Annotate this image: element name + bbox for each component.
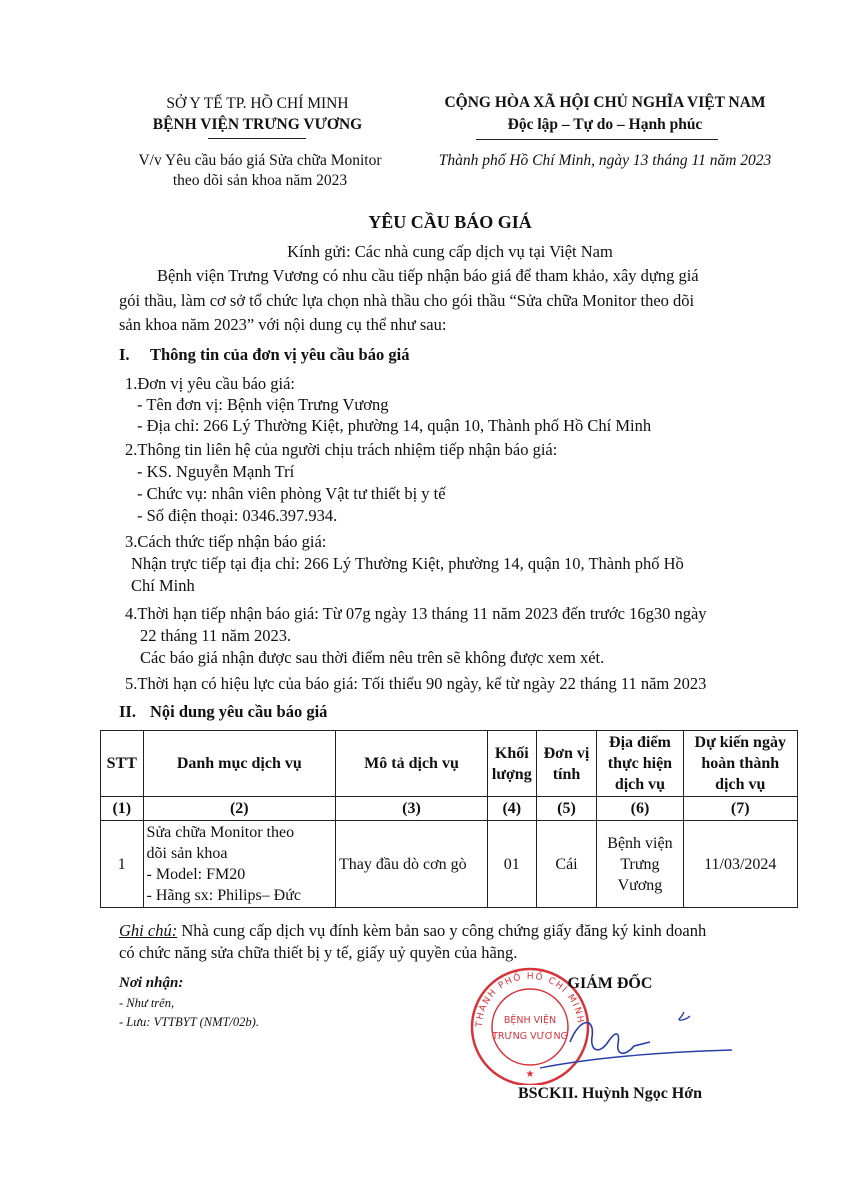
section2-heading: Nội dung yêu cầu báo giá [150, 702, 328, 721]
signer-position: GIÁM ĐỐC [567, 975, 653, 992]
section1-line: - Chức vụ: nhân viên phòng Vật tư thiết bị y tế [137, 484, 446, 503]
nation-underline [476, 139, 718, 140]
handwritten-signature [500, 1012, 740, 1072]
section2-number: II. [119, 702, 136, 721]
subject-line1: V/v Yêu cầu báo giá Sửa chữa Monitor [138, 152, 382, 169]
section1-line: Chí Minh [131, 576, 195, 595]
section1-line: - Tên đơn vị: Bệnh viện Trưng Vương [137, 395, 389, 414]
col-number: (6) [597, 797, 683, 821]
org-line2: BỆNH VIỆN TRƯNG VƯƠNG [152, 116, 363, 133]
section1-line: 2.Thông tin liên hệ của người chịu trách nhiệm tiếp nhận báo giá: [125, 440, 558, 459]
stamp-center-line1: BỆNH VIỆN [503, 1015, 557, 1026]
org-underline [208, 138, 306, 139]
cell-location: Bệnh viện Trưng Vương [597, 821, 683, 908]
header-stt: STT [101, 731, 144, 797]
cell-service-item [143, 821, 335, 908]
section1-line: 4.Thời hạn tiếp nhận báo giá: Từ 07g ngày 13 tháng 11 năm 2023 đến trước 16g30 ngày [125, 604, 707, 623]
section1-number: I. [119, 345, 130, 364]
signer-name: BSCKII. Huỳnh Ngọc Hớn [517, 1085, 703, 1102]
note-line2: có chức năng sửa chữa thiết bị y tế, giấy uỷ quyền của hãng. [119, 943, 518, 962]
table-number-row [101, 797, 798, 821]
svg-text:★: ★ [525, 1069, 535, 1080]
service-item-line: - Hãng sx: Philips– Đức [146, 887, 301, 904]
section1-line: 5.Thời hạn có hiệu lực của báo giá: Tối thiểu 90 ngày, kể từ ngày 22 tháng 11 năm 2023 [125, 674, 707, 693]
quote-table [100, 730, 798, 908]
col-number: (1) [101, 797, 144, 821]
header-service-item: Danh mục dịch vụ [143, 731, 335, 797]
note-text: Nhà cung cấp dịch vụ đính kèm bản sao y công chứng giấy đăng ký kinh doanh [177, 921, 707, 940]
note-label: Ghi chú: [119, 921, 178, 940]
section1-line: 22 tháng 11 năm 2023. [140, 626, 292, 645]
cell-unit: Cái [536, 821, 597, 908]
header-location: Địa điểm thực hiện dịch vụ [597, 731, 683, 797]
nation-line1: CỘNG HÒA XÃ HỘI CHỦ NGHĨA VIỆT NAM [444, 94, 766, 111]
table-row [101, 821, 798, 908]
stamp-ring-text: THÀNH PHỐ HỒ CHÍ MINH [474, 971, 586, 1028]
nation-line2: Độc lập – Tự do – Hạnh phúc [507, 116, 703, 133]
table-header-row [101, 731, 798, 797]
col-number: (7) [683, 797, 798, 821]
cell-quantity: 01 [487, 821, 536, 908]
section1-line: - KS. Nguyễn Mạnh Trí [137, 462, 295, 481]
cell-description: Thay đầu dò cơn gò [336, 821, 488, 908]
section1-line: Các báo giá nhận được sau thời điểm nêu trên sẽ không được xem xét. [140, 648, 605, 667]
section1-line: 3.Cách thức tiếp nhận báo giá: [125, 532, 327, 551]
recipient-item: - Lưu: VTTBYT (NMT/02b). [119, 1015, 259, 1029]
section1-line: - Địa chỉ: 266 Lý Thường Kiệt, phường 14, quận 10, Thành phố Hồ Chí Minh [137, 416, 652, 435]
recipient-item: - Như trên, [119, 996, 175, 1010]
col-number: (3) [336, 797, 488, 821]
col-number: (5) [536, 797, 597, 821]
header-unit: Đơn vị tính [536, 731, 597, 797]
service-item-line: - Model: FM20 [146, 866, 246, 883]
section1-line: Nhận trực tiếp tại địa chỉ: 266 Lý Thường Kiệt, phường 14, quận 10, Thành phố Hồ [131, 554, 684, 573]
section1-heading: Thông tin của đơn vị yêu cầu báo giá [150, 345, 410, 364]
cell-completion: 11/03/2024 [683, 821, 798, 908]
header-completion: Dự kiến ngày hoàn thành dịch vụ [683, 731, 798, 797]
stamp-center-line2: TRƯNG VƯƠNG [492, 1031, 568, 1042]
header-quantity: Khối lượng [487, 731, 536, 797]
note-line1 [119, 921, 706, 941]
greeting: Kính gửi: Các nhà cung cấp dịch vụ tại Việt Nam [287, 242, 613, 261]
intro-line: gói thầu, làm cơ sở tổ chức lựa chọn nhà thầu cho gói thầu “Sửa chữa Monitor theo dõi [119, 291, 695, 310]
intro-line: sản khoa năm 2023” với nội dung cụ thể như sau: [119, 315, 447, 334]
section1-line: - Số điện thoại: 0346.397.934. [137, 506, 338, 525]
document-title: YÊU CẦU BÁO GIÁ [368, 212, 532, 232]
service-item-line: dõi sản khoa [146, 845, 228, 862]
document-date: Thành phố Hồ Chí Minh, ngày 13 tháng 11 năm 2023 [438, 152, 772, 169]
intro-line: Bệnh viện Trưng Vương có nhu cầu tiếp nhận báo giá để tham khảo, xây dựng giá [157, 266, 699, 285]
col-number: (4) [487, 797, 536, 821]
section1-line: 1.Đơn vị yêu cầu báo giá: [125, 374, 296, 393]
org-line1: SỞ Y TẾ TP. HỒ CHÍ MINH [166, 95, 349, 112]
header-description: Mô tả dịch vụ [336, 731, 488, 797]
col-number: (2) [143, 797, 335, 821]
subject-line2: theo dõi sản khoa năm 2023 [172, 172, 348, 189]
service-item-line: Sửa chữa Monitor theo [146, 824, 295, 841]
recipients-label: Nơi nhận: [119, 975, 184, 991]
cell-stt: 1 [101, 821, 144, 908]
